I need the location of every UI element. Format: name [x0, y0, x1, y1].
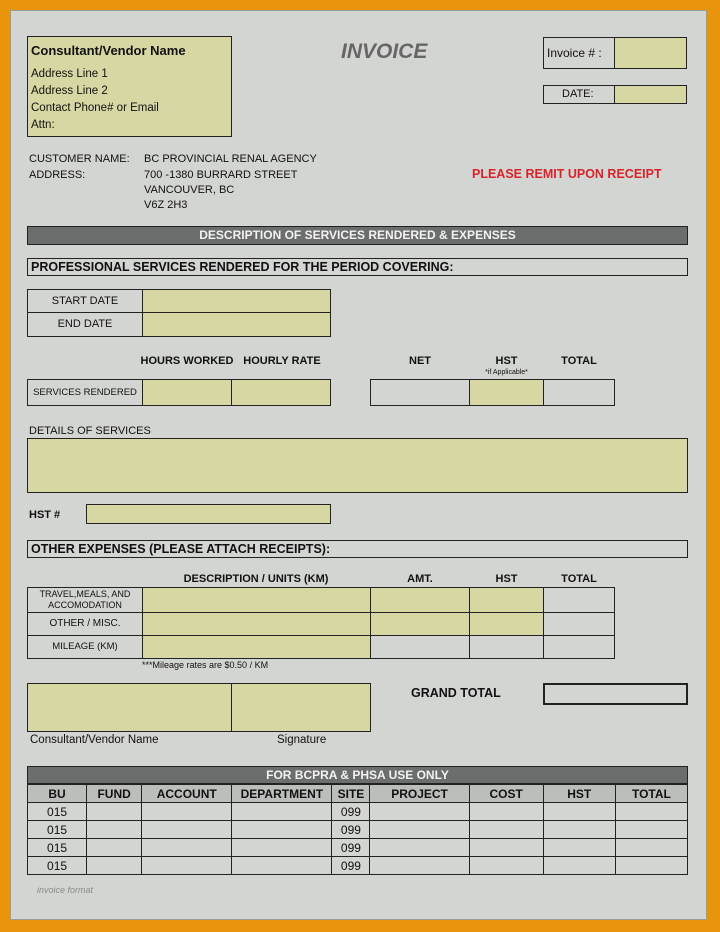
hst-cell[interactable]	[543, 857, 615, 875]
hst-applicable-note: *if Applicable*	[485, 369, 528, 376]
table-row	[28, 803, 688, 821]
vendor-name-signature-input[interactable]	[27, 683, 232, 732]
project-cell[interactable]	[370, 821, 469, 839]
watermark-text: invoice format	[37, 885, 94, 895]
customer-name-label: CUSTOMER NAME:	[29, 153, 130, 165]
col-fund: FUND	[87, 785, 142, 803]
other-misc-label: OTHER / MISC.	[27, 612, 143, 636]
hst-cell[interactable]	[543, 839, 615, 857]
hst-header: HST	[495, 355, 518, 367]
total-header: TOTAL	[561, 355, 597, 367]
other-hst-input[interactable]	[469, 612, 544, 636]
account-cell[interactable]	[142, 857, 232, 875]
invoice-title: INVOICE	[341, 40, 428, 63]
hst-number-label: HST #	[29, 509, 61, 521]
hst-input[interactable]	[469, 379, 544, 406]
mileage-description-input[interactable]	[142, 635, 371, 659]
total-cell[interactable]	[615, 857, 687, 875]
customer-address-line1: 700 -1380 BURRARD STREET	[144, 169, 298, 181]
start-date-label: START DATE	[27, 289, 143, 313]
department-cell[interactable]	[232, 803, 332, 821]
mileage-amt-input[interactable]	[370, 635, 470, 659]
project-cell[interactable]	[370, 857, 469, 875]
bu-cell[interactable]: 015	[28, 857, 87, 875]
expense-total-header: TOTAL	[561, 573, 597, 585]
site-cell[interactable]: 099	[332, 839, 370, 857]
table-row	[28, 857, 688, 875]
vendor-address2: Address Line 2	[31, 85, 108, 97]
project-cell[interactable]	[370, 803, 469, 821]
department-cell[interactable]	[232, 839, 332, 857]
invoice-number-input[interactable]	[614, 37, 687, 69]
table-row	[28, 821, 688, 839]
other-expenses-heading: OTHER EXPENSES (PLEASE ATTACH RECEIPTS):	[27, 540, 688, 558]
col-site: SITE	[332, 785, 370, 803]
signature-input[interactable]	[231, 683, 371, 732]
total-cell[interactable]	[615, 803, 687, 821]
vendor-attn: Attn:	[31, 119, 55, 131]
customer-name: BC PROVINCIAL RENAL AGENCY	[144, 153, 317, 165]
end-date-label: END DATE	[27, 312, 143, 337]
hst-cell[interactable]	[543, 803, 615, 821]
col-account: ACCOUNT	[142, 785, 232, 803]
expense-description-header: DESCRIPTION / UNITS (KM)	[183, 573, 329, 585]
end-date-input[interactable]	[142, 312, 331, 337]
details-input[interactable]	[27, 438, 688, 493]
total-input[interactable]	[543, 379, 615, 406]
fund-cell[interactable]	[87, 839, 142, 857]
hours-worked-header: HOURS WORKED	[140, 355, 234, 367]
other-total-input[interactable]	[543, 612, 615, 636]
start-date-input[interactable]	[142, 289, 331, 313]
customer-address-line2: VANCOUVER, BC	[144, 184, 235, 196]
vendor-block	[27, 36, 232, 137]
travel-label: TRAVEL,MEALS, AND ACCOMODATION	[27, 587, 143, 613]
col-cost: COST	[469, 785, 543, 803]
mileage-rate-note: ***Mileage rates are $0.50 / KM	[142, 660, 269, 670]
fund-cell[interactable]	[87, 803, 142, 821]
bu-cell[interactable]: 015	[28, 821, 87, 839]
cost-cell[interactable]	[469, 821, 543, 839]
office-table-header-row	[28, 785, 688, 803]
section-description-bar: DESCRIPTION OF SERVICES RENDERED & EXPENSES	[27, 226, 688, 245]
total-cell[interactable]	[615, 839, 687, 857]
vendor-name: Consultant/Vendor Name	[31, 43, 186, 58]
account-cell[interactable]	[142, 839, 232, 857]
col-total: TOTAL	[615, 785, 687, 803]
travel-hst-input[interactable]	[469, 587, 544, 613]
col-bu: BU	[28, 785, 87, 803]
department-cell[interactable]	[232, 857, 332, 875]
other-amt-input[interactable]	[370, 612, 470, 636]
cost-cell[interactable]	[469, 857, 543, 875]
office-use-bar: FOR BCPRA & PHSA USE ONLY	[27, 766, 688, 784]
office-use-table	[27, 784, 688, 875]
mileage-hst-input[interactable]	[469, 635, 544, 659]
invoice-number-label: Invoice # :	[543, 37, 615, 69]
table-row	[28, 839, 688, 857]
cost-cell[interactable]	[469, 839, 543, 857]
travel-total-input[interactable]	[543, 587, 615, 613]
customer-address-line3: V6Z 2H3	[144, 199, 188, 211]
date-input[interactable]	[614, 85, 687, 104]
col-project: PROJECT	[370, 785, 469, 803]
account-cell[interactable]	[142, 803, 232, 821]
date-label: DATE:	[543, 85, 615, 104]
account-cell[interactable]	[142, 821, 232, 839]
col-department: DEPARTMENT	[232, 785, 332, 803]
expense-hst-header: HST	[495, 573, 518, 585]
bu-cell[interactable]: 015	[28, 803, 87, 821]
travel-amt-input[interactable]	[370, 587, 470, 613]
hourly-rate-input[interactable]	[231, 379, 331, 406]
travel-description-input[interactable]	[142, 587, 371, 613]
remit-note: PLEASE REMIT UPON RECEIPT	[472, 167, 662, 181]
signature-label: Signature	[277, 734, 327, 746]
net-header: NET	[409, 355, 431, 367]
vendor-name-signature-label: Consultant/Vendor Name	[30, 734, 159, 746]
other-description-input[interactable]	[142, 612, 371, 636]
hourly-rate-header: HOURLY RATE	[243, 355, 321, 367]
grand-total-label: GRAND TOTAL	[411, 686, 501, 700]
fund-cell[interactable]	[87, 821, 142, 839]
grand-total-input[interactable]	[543, 683, 688, 705]
site-cell[interactable]: 099	[332, 821, 370, 839]
services-rendered-label: SERVICES RENDERED	[27, 379, 143, 406]
professional-services-heading: PROFESSIONAL SERVICES RENDERED FOR THE PERIOD COVERING:	[27, 258, 688, 276]
customer-address-label: ADDRESS:	[29, 169, 86, 181]
invoice-page	[10, 10, 707, 920]
mileage-total-input[interactable]	[543, 635, 615, 659]
vendor-contact: Contact Phone# or Email	[31, 102, 159, 114]
site-cell[interactable]: 099	[332, 803, 370, 821]
vendor-address1: Address Line 1	[31, 68, 108, 80]
col-hst: HST	[543, 785, 615, 803]
hst-cell[interactable]	[543, 821, 615, 839]
site-cell[interactable]: 099	[332, 857, 370, 875]
hours-worked-input[interactable]	[142, 379, 232, 406]
expense-amt-header: AMT.	[407, 573, 433, 585]
details-label: DETAILS OF SERVICES	[29, 425, 151, 437]
net-input[interactable]	[370, 379, 470, 406]
bu-cell[interactable]: 015	[28, 839, 87, 857]
department-cell[interactable]	[232, 821, 332, 839]
project-cell[interactable]	[370, 839, 469, 857]
hst-number-input[interactable]	[86, 504, 331, 524]
mileage-label: MILEAGE (KM)	[27, 635, 143, 659]
total-cell[interactable]	[615, 821, 687, 839]
fund-cell[interactable]	[87, 857, 142, 875]
cost-cell[interactable]	[469, 803, 543, 821]
